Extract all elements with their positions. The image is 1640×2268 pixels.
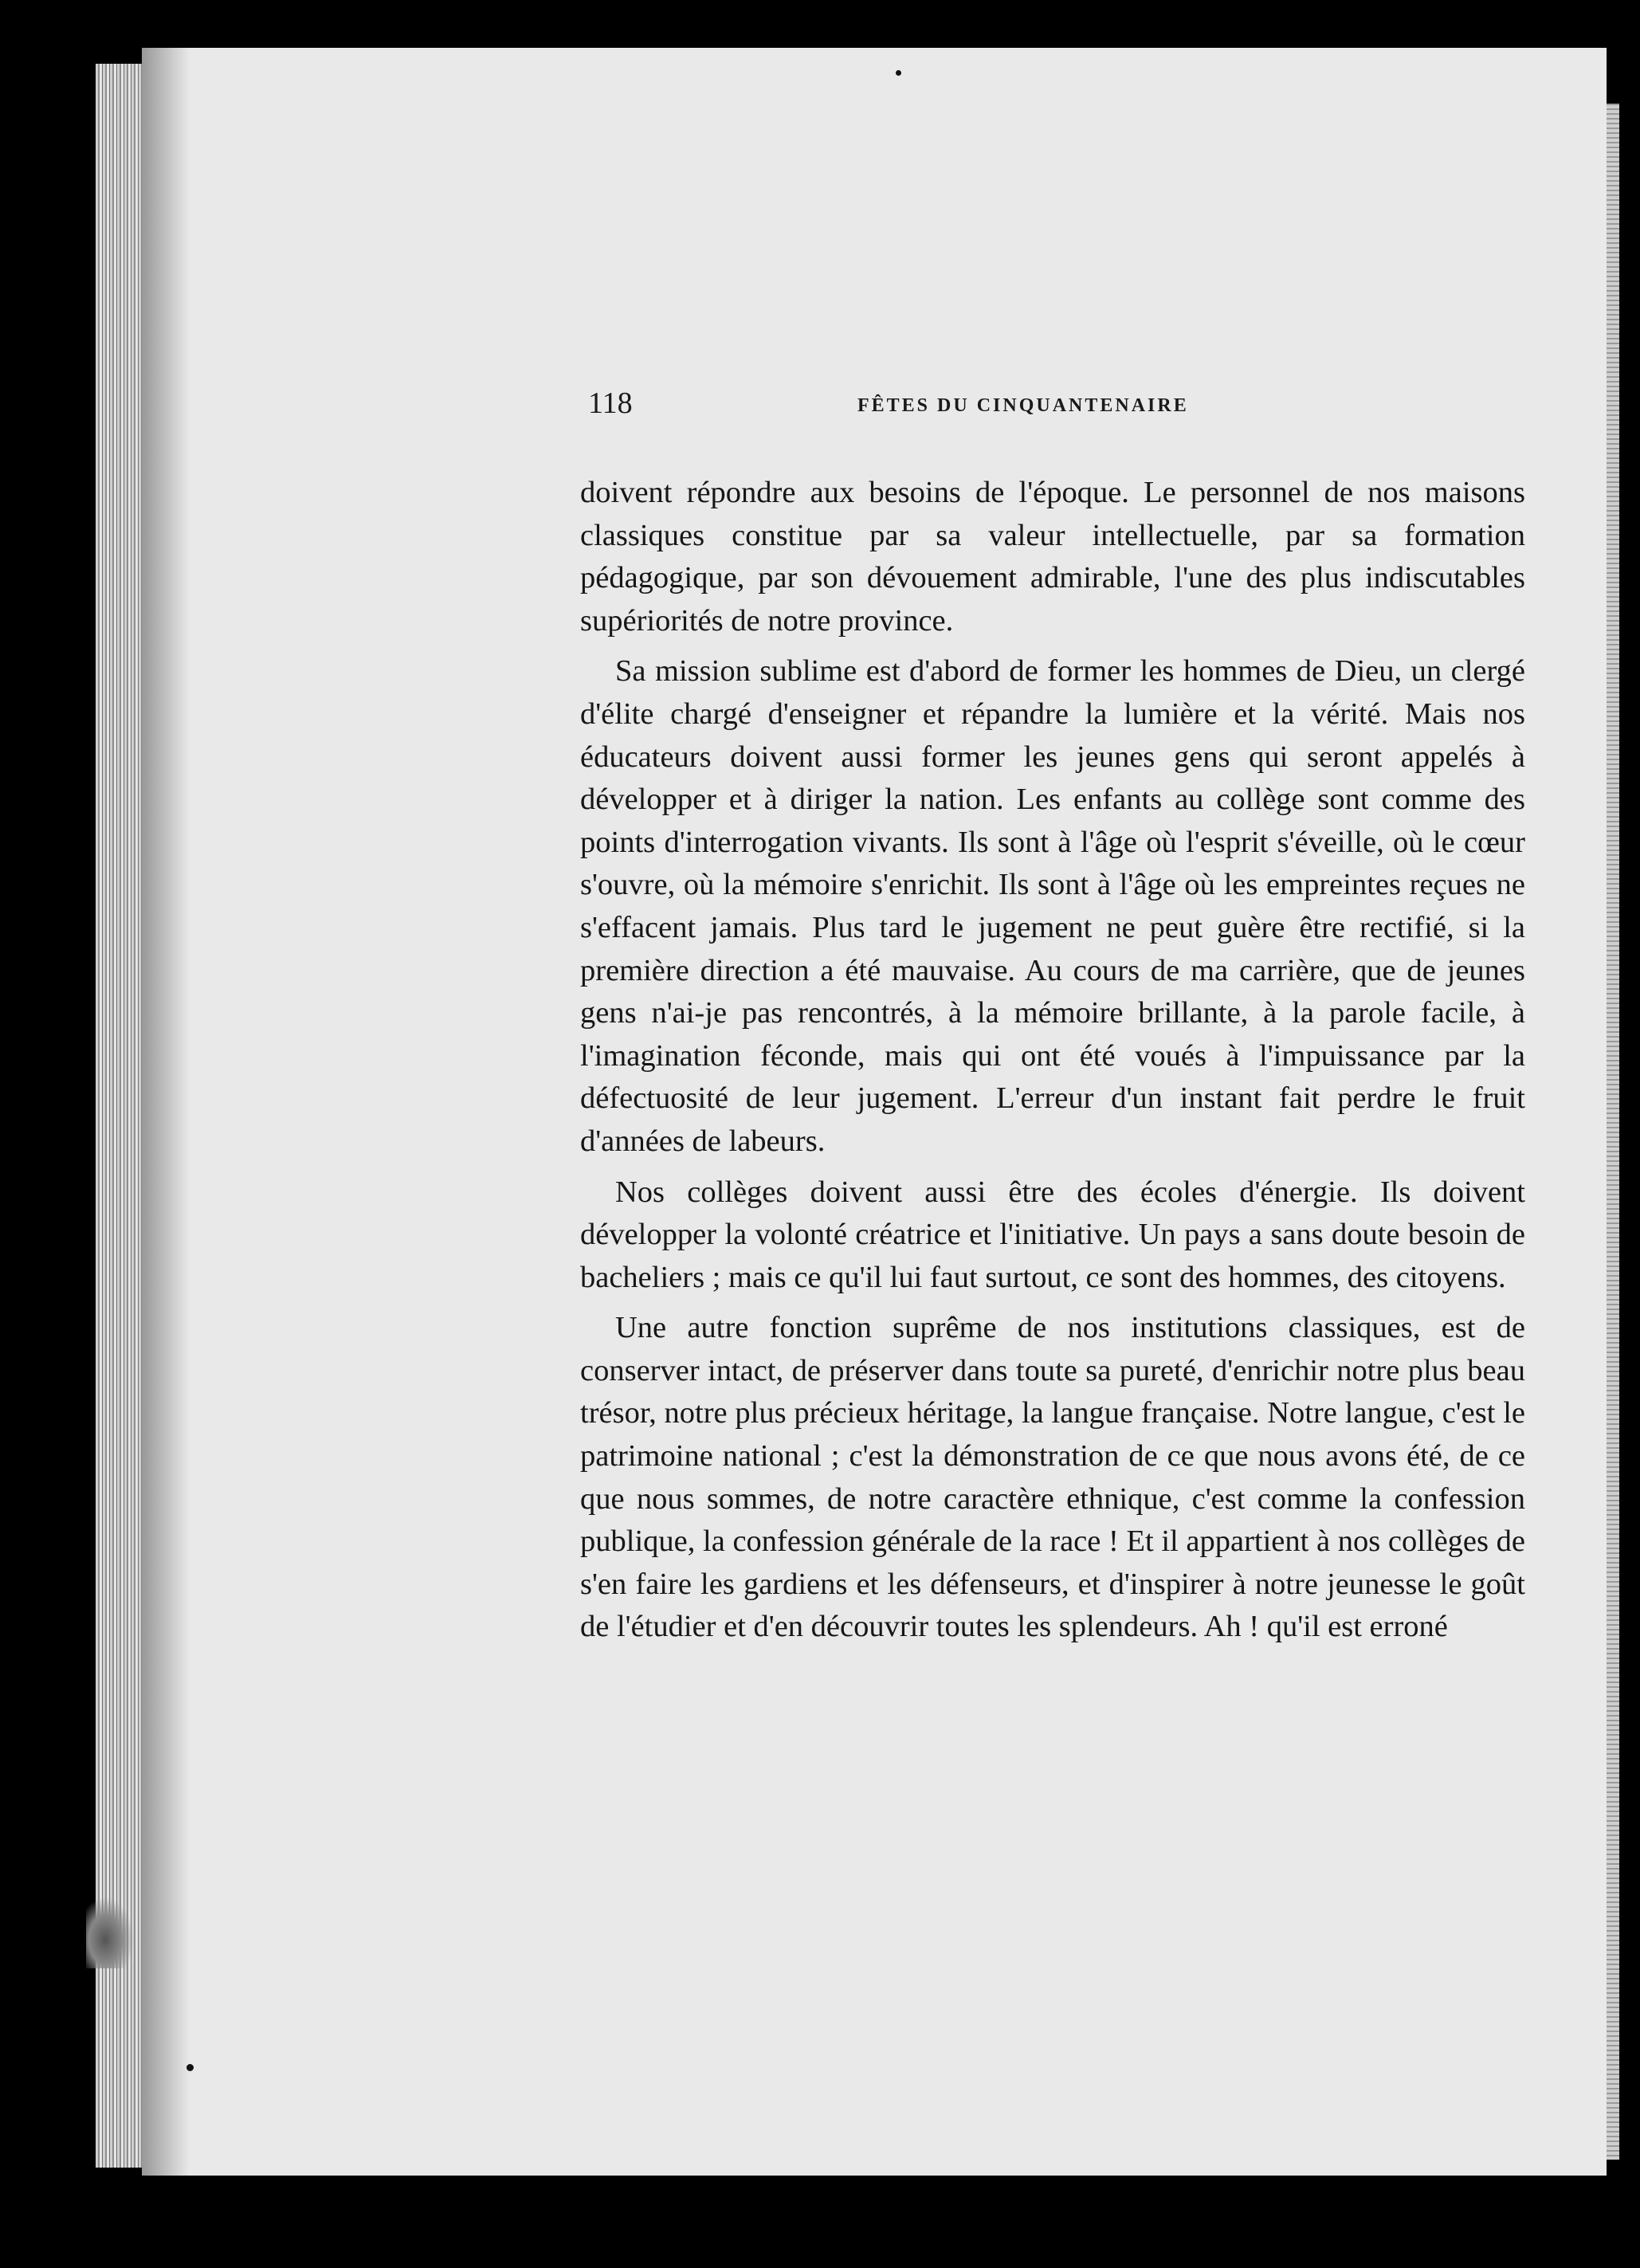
paragraph: Une autre fonction suprême de nos institutions classiques, est de conserver intact, de préserver dans toute sa pureté, d'enrichir notre plus beau trésor, notre plus précieux héritage, la langue française. Notre langue, c'est le patrimoine national ; c'est la démonstration de ce que nous avons été, de ce que nous sommes, de notre caractère ethnique, c'est comme la confession publique, la confession générale de la race ! Et il appartient à nos collèges de s'en faire les gardiens et les défenseurs, et d'inspirer à notre jeunesse le goût de l'étudier et d'en découvrir toutes les splendeurs. Ah ! qu'il est erroné	[580, 1311, 1525, 1644]
scan-smudge	[86, 1897, 134, 1968]
running-title: FÊTES DU CINQUANTENAIRE	[857, 395, 1189, 416]
right-page-edge	[1607, 104, 1619, 2160]
scan-speck	[896, 70, 901, 76]
paragraph: Nos collèges doivent aussi être des écoles d'énergie. Ils doivent développer la volonté créatrice et l'initiative. Un pays a sans doute besoin de bacheliers ; mais ce qu'il lui faut surtout, ce sont des hommes, des citoyens.	[580, 1175, 1525, 1294]
page-edges	[96, 64, 143, 2168]
scan-speck	[186, 2064, 194, 2071]
spine-shadow	[142, 48, 190, 2176]
body-text	[580, 472, 1525, 1649]
paragraph: doivent répondre aux besoins de l'époque. Le personnel de nos maisons classiques constitue par sa valeur intellectuelle, par sa formation pédagogique, par son dévouement admirable, l'une des plus indiscutables supériorités de notre province.	[580, 476, 1525, 638]
paragraph: Sa mission sublime est d'abord de former les hommes de Dieu, un clergé d'élite chargé d'enseigner et répandre la lumière et la vérité. Mais nos éducateurs doivent aussi former les jeunes gens qui seront appelés à développer et à diriger la nation. Les enfants au collège sont comme des points d'interrogation vivants. Ils sont à l'âge où l'esprit s'éveille, où le cœur s'ouvre, où la mémoire s'enrichit. Ils sont à l'âge où les empreintes reçues ne s'effacent jamais. Plus tard le jugement ne peut guère être rectifié, si la première direction a été mauvaise. Au cours de ma carrière, que de jeunes gens n'ai-je pas rencontrés, à la mémoire brillante, à la parole facile, à l'imagination féconde, mais qui ont été voués à l'impuissance par la défectuosité de leur jugement. L'erreur d'un instant fait perdre le fruit d'années de labeurs.	[580, 654, 1525, 1158]
page-number: 118	[588, 387, 633, 420]
running-head	[588, 386, 1528, 426]
